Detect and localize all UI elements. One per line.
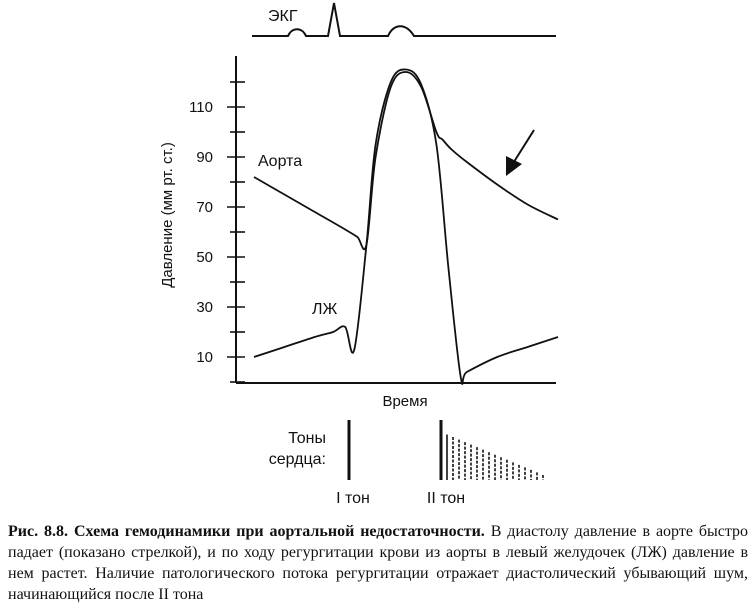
sounds-label-line2: сердца: <box>268 451 326 468</box>
lv-label: ЛЖ <box>312 301 338 318</box>
arrow-icon <box>506 130 534 176</box>
figure-caption <box>8 521 748 605</box>
s2-murmur-bars <box>441 420 543 480</box>
ecg-label: ЭКГ <box>268 8 298 25</box>
sounds-label-line1: Тоны <box>288 430 326 447</box>
lv-pressure-line <box>254 69 558 384</box>
x-axis-label: Время <box>382 393 428 410</box>
y-tick-label: 110 <box>189 99 213 116</box>
caption-label: Рис. 8.8. <box>8 523 69 540</box>
aorta-label: Аорта <box>258 153 303 170</box>
y-axis-label: Давление (мм рт. ст.) <box>159 142 176 288</box>
caption-title: Схема гемодинамики при аортальной недостаточности. <box>73 523 485 540</box>
y-tick-label: 90 <box>196 149 213 166</box>
s1-label: I тон <box>336 490 370 507</box>
y-tick-label: 30 <box>196 299 213 316</box>
y-tick-label: 10 <box>196 349 213 366</box>
y-tick-label: 50 <box>196 249 213 266</box>
y-tick-label: 70 <box>196 199 213 216</box>
s2-label: II тон <box>426 490 466 507</box>
ecg-trace <box>252 3 556 36</box>
caption-text: В диастолу давление в аорте быстро падает (показано стрелкой), и по ходу регургитации крови из аорты в левый желудочек (ЛЖ) давление в нем растет. Наличие патологического потока регургитации отражает диастолический убывающий шум, начинающийся после II тона <box>8 523 749 603</box>
